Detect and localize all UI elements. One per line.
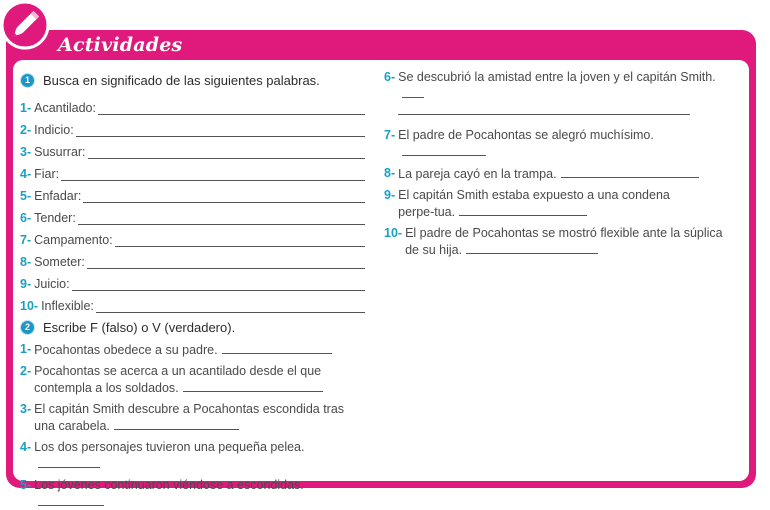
answer-line[interactable] (38, 493, 104, 506)
vocab-item (20, 181, 365, 203)
statement-text: El capitán Smith estaba expuesto a una condena perpe-tua. (398, 188, 670, 219)
vocab-word: Campamento: (34, 233, 113, 247)
right-column (384, 69, 724, 258)
statement-text: Se descubrió la amistad entre la joven y el capitán Smith. (398, 70, 716, 84)
vocab-item (20, 291, 365, 313)
vocab-item (20, 93, 365, 115)
vocab-word: Someter: (34, 255, 85, 269)
item-number: 3- (20, 402, 32, 416)
item-number: 10- (20, 299, 39, 313)
statement-text: Los dos personajes tuvieron una pequeña pelea. (34, 440, 305, 454)
answer-line[interactable] (114, 417, 239, 430)
statement-item (20, 401, 365, 434)
item-number: 8- (20, 255, 32, 269)
vocab-item (20, 137, 365, 159)
statement-item (20, 477, 365, 510)
exercise-2-heading (20, 317, 365, 337)
item-number: 7- (384, 128, 396, 142)
statement-text: El capitán Smith descubre a Pocahontas escondida tras una carabela. (34, 402, 345, 433)
item-number: 9- (384, 188, 396, 202)
answer-line[interactable] (78, 211, 365, 225)
item-number: 8- (384, 166, 396, 180)
answer-line[interactable] (466, 241, 598, 254)
answer-line[interactable] (76, 123, 365, 137)
answer-line[interactable] (61, 167, 365, 181)
vocab-item (20, 203, 365, 225)
answer-line[interactable] (38, 455, 100, 468)
statement-item (384, 225, 724, 258)
statement-text: Los jóvenes continuaron viéndose a escondidas. (34, 478, 304, 492)
item-number: 4- (20, 167, 32, 181)
answer-line[interactable] (87, 255, 365, 269)
item-number: 6- (20, 211, 32, 225)
vocab-word: Fiar: (34, 167, 60, 181)
vocab-word: Juicio: (34, 277, 70, 291)
vocab-item (20, 269, 365, 291)
exercise-1-title: Busca en significado de las siguientes palabras. (43, 72, 320, 88)
vocab-word: Inflexible: (41, 299, 94, 313)
answer-line[interactable] (561, 165, 699, 178)
answer-line[interactable] (72, 277, 365, 291)
item-number: 2- (20, 123, 32, 137)
answer-line[interactable] (83, 189, 365, 203)
item-number: 4- (20, 440, 32, 454)
exercise-number-badge: 2 (20, 320, 35, 335)
exercise-number-badge: 1 (20, 73, 35, 88)
item-number: 1- (20, 101, 32, 115)
statement-item (384, 187, 724, 220)
item-number: 3- (20, 145, 32, 159)
statement-item (384, 69, 724, 119)
statement-item (20, 439, 365, 472)
vocab-word: Tender: (34, 211, 76, 225)
exercise-1-heading (20, 70, 365, 90)
statement-text: La pareja cayó en la trampa. (398, 167, 557, 181)
answer-line[interactable] (183, 379, 323, 392)
exercise-2-title: Escribe F (falso) o V (verdadero). (43, 319, 236, 335)
answer-line[interactable] (96, 299, 365, 313)
vocab-word: Enfadar: (34, 189, 82, 203)
item-number: 2- (20, 364, 32, 378)
answer-line[interactable] (222, 341, 332, 354)
vocab-word: Indicio: (34, 123, 74, 137)
answer-line[interactable] (402, 85, 424, 98)
statement-item (384, 165, 724, 182)
item-number: 9- (20, 277, 32, 291)
item-number: 6- (384, 70, 396, 84)
item-number: 1- (20, 342, 32, 356)
statement-text: El padre de Pocahontas se mostró flexible ante la súplica de su hija. (405, 226, 723, 257)
answer-line[interactable] (459, 203, 587, 216)
answer-line[interactable] (402, 143, 486, 156)
vocab-word: Acantilado: (34, 101, 96, 115)
answer-line[interactable] (88, 145, 365, 159)
answer-line[interactable] (98, 101, 365, 115)
statement-text: Pocahontas obedece a su padre. (34, 343, 218, 357)
item-number: 5- (20, 189, 32, 203)
statement-text: El padre de Pocahontas se alegró muchísimo. (398, 128, 654, 142)
section-header-title: Actividades (58, 34, 183, 56)
statement-text: Pocahontas se acerca a un acantilado desde el que contempla a los soldados. (34, 364, 322, 395)
answer-line[interactable] (398, 102, 690, 115)
left-column (20, 70, 365, 510)
vocab-item (20, 115, 365, 137)
statement-item (20, 363, 365, 396)
statement-item (384, 127, 724, 160)
vocab-item (20, 247, 365, 269)
answer-line[interactable] (115, 233, 365, 247)
pencil-icon (0, 0, 50, 50)
vocab-item (20, 159, 365, 181)
item-number: 7- (20, 233, 32, 247)
vocab-item (20, 225, 365, 247)
item-number: 5- (20, 478, 32, 492)
vocab-word: Susurrar: (34, 145, 86, 159)
statement-item (20, 341, 365, 358)
item-number: 10- (384, 226, 403, 240)
